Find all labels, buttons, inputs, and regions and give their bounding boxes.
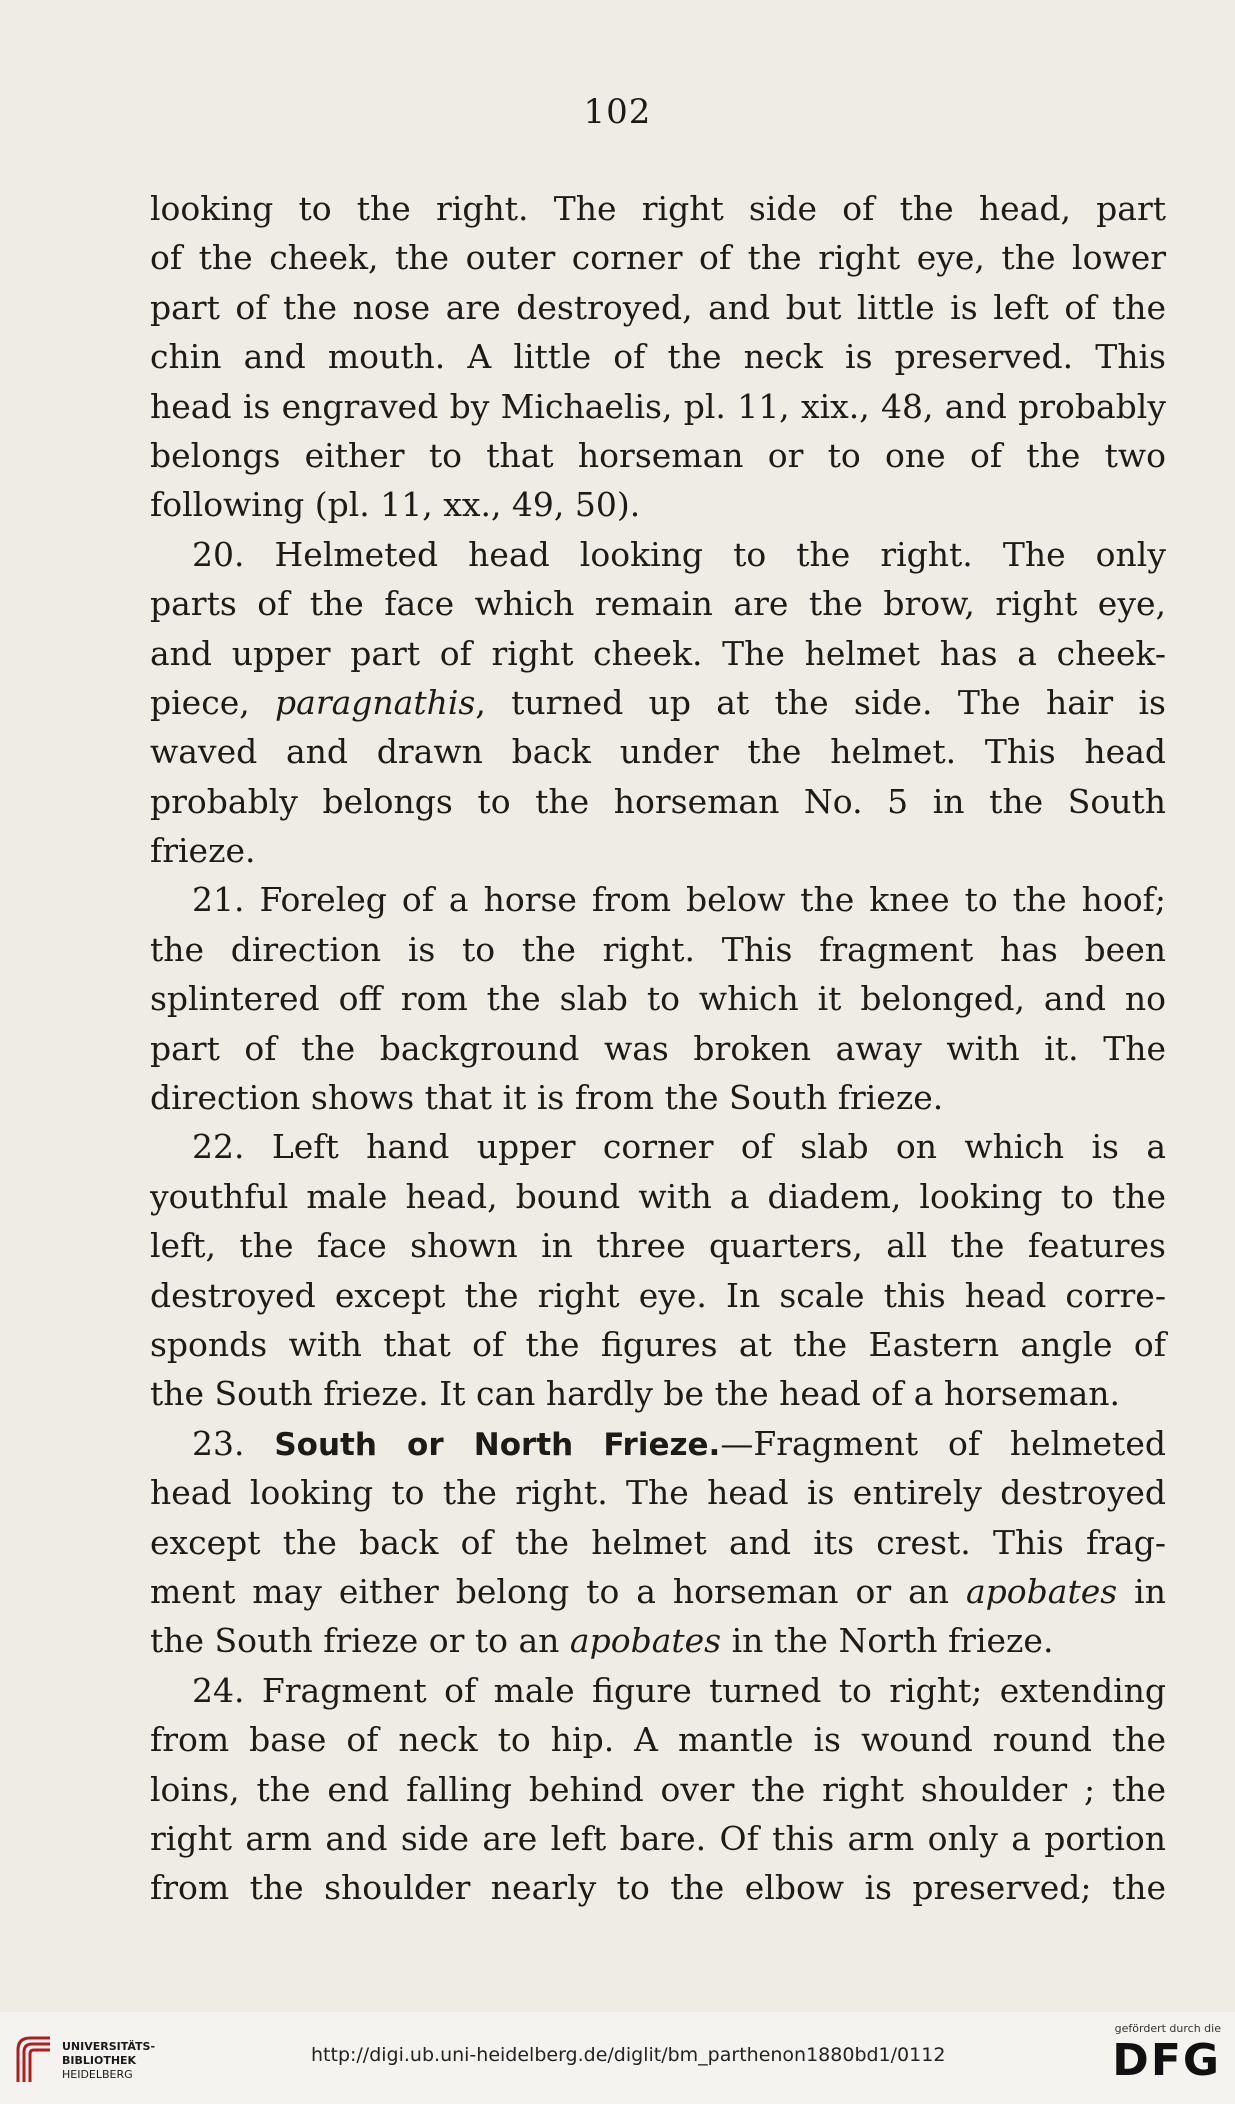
text-line: following (pl. 11, xx., 49, 50).	[150, 485, 641, 525]
library-name-line2: BIBLIOTHEK	[62, 2054, 137, 2067]
body-text	[150, 184, 1166, 1913]
text-line: part of the nose are destroyed, and but little is left of the	[150, 287, 1166, 327]
library-name-line3: HEIDELBERG	[62, 2068, 133, 2081]
text-line: of the cheek, the outer corner of the right eye, the lower	[150, 238, 1166, 278]
text-line: part of the background was broken away with it. The	[150, 1028, 1166, 1068]
text-line: sponds with that of the figures at the Eastern angle of	[150, 1324, 1166, 1364]
text-line: looking to the right. The right side of the head, part	[150, 189, 1166, 228]
dfg-logo: DFG	[1112, 2035, 1221, 2086]
text-line: destroyed except the right eye. In scale this head corre-	[150, 1275, 1166, 1315]
sponsor-block	[1083, 2022, 1221, 2096]
text-line: head looking to the right. The head is entirely destroyed	[150, 1473, 1166, 1513]
text-line: 24. Fragment of male figure turned to right; extending	[192, 1670, 1166, 1710]
library-logo	[12, 2030, 222, 2090]
text-line: except the back of the helmet and its crest. This frag-	[150, 1522, 1166, 1562]
text-line: youthful male head, bound with a diadem, looking to the	[150, 1176, 1166, 1216]
text-line: and upper part of right cheek. The helmet has a cheek-	[150, 633, 1166, 673]
text-line: from the shoulder nearly to the elbow is preserved; the	[150, 1868, 1166, 1908]
text-line: probably belongs to the horseman No. 5 in the South	[150, 781, 1166, 821]
text-line: the South frieze. It can hardly be the head of a horseman.	[150, 1374, 1120, 1414]
text-line: ment may either belong to a horseman or an apobates in	[150, 1571, 1166, 1611]
page-number: 102	[583, 92, 652, 132]
text-line: frieze.	[150, 831, 256, 871]
digitization-footer	[0, 2012, 1235, 2104]
text-line: 21. Foreleg of a horse from below the knee to the hoof;	[192, 880, 1166, 920]
text-line: 23. South or North Frieze.—Fragment of helmeted	[192, 1423, 1166, 1463]
text-line: from base of neck to hip. A mantle is wound round the	[150, 1720, 1166, 1760]
text-line: 20. Helmeted head looking to the right. The only	[192, 534, 1166, 574]
library-name-line1: UNIVERSITÄTS-	[62, 2040, 156, 2053]
source-url-link[interactable]: http://digi.ub.uni-heidelberg.de/diglit/bm_parthenon1880bd1/0112	[311, 2044, 946, 2066]
text-line: the direction is to the right. This fragment has been	[150, 929, 1166, 969]
library-logo-icon	[12, 2032, 56, 2088]
text-line: waved and drawn back under the helmet. This head	[150, 732, 1166, 772]
text-line: piece, paragnathis, turned up at the side. The hair is	[150, 682, 1166, 722]
text-line: left, the face shown in three quarters, all the features	[150, 1226, 1166, 1266]
text-line: belongs either to that horseman or to one of the two	[150, 435, 1166, 475]
sponsor-text: gefördert durch die	[1114, 2022, 1221, 2035]
text-line: the South frieze or to an apobates in the North frieze.	[150, 1621, 1054, 1661]
text-line: chin and mouth. A little of the neck is preserved. This	[150, 337, 1166, 377]
text-line: loins, the end falling behind over the right shoulder ; the	[150, 1769, 1166, 1809]
text-line: parts of the face which remain are the brow, right eye,	[150, 584, 1166, 624]
text-line: splintered off rom the slab to which it belonged, and no	[150, 979, 1166, 1019]
text-line: direction shows that it is from the South frieze.	[150, 1078, 944, 1118]
text-line: head is engraved by Michaelis, pl. 11, xix., 48, and probably	[150, 386, 1166, 426]
text-line: right arm and side are left bare. Of this arm only a portion	[150, 1818, 1166, 1858]
text-line: 22. Left hand upper corner of slab on which is a	[192, 1127, 1166, 1167]
